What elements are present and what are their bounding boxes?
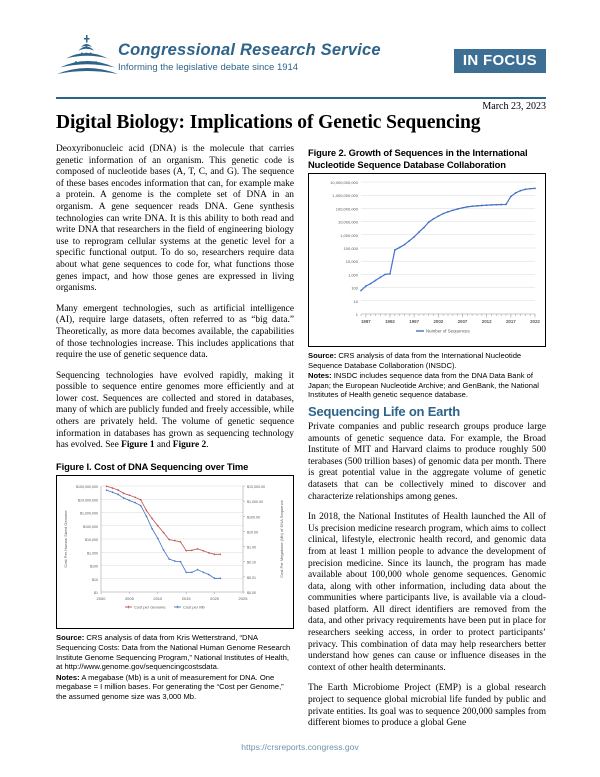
publication-date: March 23, 2023: [482, 101, 546, 112]
svg-text:Cost Per Human Sized Genome: Cost Per Human Sized Genome: [63, 510, 68, 568]
figure1-reference: Figure 1: [121, 440, 155, 451]
svg-text:2000: 2000: [96, 596, 106, 602]
svg-text:Cost per Genome: Cost per Genome: [134, 604, 166, 610]
svg-text:$10.00: $10.00: [247, 530, 258, 535]
svg-text:1,000,000: 1,000,000: [340, 232, 358, 238]
svg-text:$0.01: $0.01: [247, 576, 256, 581]
svg-text:$100,000,000: $100,000,000: [76, 485, 98, 490]
paragraph-intro: Deoxyribonucleic acid (DNA) is the molecule that carries genetic information of an organism. This genetic code is composed of nucleotide bases (A, T, C, and G). The sequence of these bases encodes information that can, for example make a protein. A genome is the complete set of DNA in an organism. A gene sequencer reads DNA. Gene synthesis technologies can write DNA. It is this ability to both read and write DNA that researchers in the field of engineering biology use to reprogram cellular systems at the genetic level for a specific functional output. To do so, researchers require data about what gene sequences to code for, what functions those genes impact, and how those genes are expressed in living organisms.: [56, 144, 294, 294]
svg-text:2012: 2012: [481, 319, 492, 324]
figure2-title: Figure 2. Growth of Sequences in the International Nucleotide Sequence Database Collaboration: [308, 147, 528, 170]
figure2-notes: [308, 371, 546, 400]
figure2-notes-label: Notes:: [308, 371, 332, 381]
svg-text:10: 10: [353, 298, 358, 304]
figure1-chart: [56, 475, 294, 629]
svg-text:$1: $1: [94, 591, 98, 596]
svg-text:1987: 1987: [360, 319, 371, 324]
in-focus-badge: IN FOCUS: [454, 49, 546, 73]
svg-text:$1,000.00: $1,000.00: [247, 500, 263, 505]
svg-text:10,000: 10,000: [345, 259, 358, 265]
figure2-notes-block: [308, 351, 546, 400]
brand-block: [118, 41, 381, 73]
svg-text:2025: 2025: [238, 596, 248, 602]
footer-url: https://crsreports.congress.gov: [241, 742, 359, 752]
figure1-notes-text: A megabase (Mb) is a unit of measurement for DNA. One megabase = I million bases. For generating the “Cost per Genome,” the assumed genome size was 3,000 Mb.: [56, 672, 284, 701]
figure1-title: Figure I. Cost of DNA Sequencing over Time: [56, 460, 249, 472]
svg-text:2022: 2022: [530, 319, 540, 324]
figure1-notes: [56, 673, 294, 702]
header-divider: [56, 97, 546, 99]
svg-text:2020: 2020: [210, 596, 220, 602]
figure2-reference: Figure 2: [172, 440, 207, 451]
svg-text:10,000,000,000: 10,000,000,000: [330, 180, 358, 185]
paragraph-broad-institute: Private companies and public research groups produce large amounts of genetic sequence data. For example, the Broad Institute of MIT and Harvard claims to produce roughly 500 terabases (500 trillion bases) of genomic data per month. There is great potential value in the aggregate volume of genetic datasets that can be collectively mined to discover and characterize relationships among genes.: [308, 421, 546, 502]
paragraph-big-data: Many emergent technologies, such as artificial intelligence (AI), require large datasets, often referred to as “big data.” Theoretically, as more data becomes available, the capabilities of those technologies increase. This includes applications that require the use of genetic sequence data.: [56, 303, 294, 361]
document-header: [56, 34, 546, 94]
paragraph-text-a: Sequencing technologies have evolved rapidly, making it possible to sequence entire genomes more efficiently and at lower cost. Sequences are collected and stored in databases, many of which are publicly funded and freely accessible, while others are privately held. The volume of genetic sequence information in databases has grown as sequencing technology has evolved. See: [56, 370, 294, 451]
capitol-dome-icon: [56, 34, 118, 80]
svg-text:$0.10: $0.10: [247, 561, 256, 566]
paragraph-sequencing-evolution: [56, 371, 294, 452]
page-title: Digital Biology: Implications of Genetic Sequencing: [56, 112, 481, 133]
paragraph-all-of-us: In 2018, the National Institutes of Health launched the All of Us precision medicine research program, which aims to collect clinical, lifestyle, electronic health record, and genomic data from at least 1 million people to advance the development of precision medicine. Since its launch, the program has made available about 100,000 whole genome sequences. Genomic data, along with other information, including data about the communities where participants live, is available via a cloud-based platform. All direct identifiers are removed from the data, and other privacy requirements have been put in place for researchers seeking access, in order to protect participants’ privacy. This combination of data may help researchers better understand how genes can cause or influence diseases in the context of other health determinants.: [308, 512, 546, 673]
svg-text:1997: 1997: [409, 319, 420, 324]
figure2-source-text: CRS analysis of data from the International Nucleotide Sequence Database Collaboration (INSDC).: [308, 351, 522, 370]
svg-text:$1.00: $1.00: [247, 545, 256, 550]
left-column: [56, 144, 294, 703]
svg-text:$10,000.00: $10,000.00: [247, 485, 265, 490]
svg-text:$10,000,000: $10,000,000: [78, 498, 98, 503]
svg-text:2005: 2005: [124, 596, 134, 602]
svg-text:$1,000,000: $1,000,000: [80, 511, 98, 516]
svg-text:$0.00: $0.00: [247, 591, 256, 596]
svg-text:1: 1: [355, 312, 358, 317]
figure1-notes-block: [56, 633, 294, 701]
paragraph-text-end: .: [206, 440, 209, 451]
section-heading-sequencing-life: Sequencing Life on Earth: [308, 403, 460, 419]
svg-text:2015: 2015: [181, 596, 191, 602]
svg-text:1,000: 1,000: [347, 272, 358, 278]
svg-text:100,000: 100,000: [343, 246, 358, 251]
brand-tagline: Informing the legislative debate since 1914: [118, 62, 299, 73]
figure1-notes-label: Notes:: [56, 672, 80, 682]
svg-text:Number of Sequences: Number of Sequences: [426, 328, 470, 334]
paragraph-earth-microbiome: The Earth Microbiome Project (EMP) is a global research project to sequence global microbial life funded by public and private entities. Its goal was to sequence 200,000 samples from different biomes to produce a global Gene: [308, 683, 546, 729]
svg-text:$10: $10: [92, 578, 98, 583]
svg-text:100,000,000: 100,000,000: [335, 206, 358, 212]
figure1-source-text: CRS analysis of data from Kris Wetterstrand, “DNA Sequencing Costs: Data from the National Human Genome Research Institute Genome Sequencing Program,” National Institutes of Health, at http://www.genome.gov/sequencingcostsdata.: [56, 633, 291, 672]
brand-name: Congressional Research Service: [118, 41, 381, 59]
svg-text:$10,000: $10,000: [85, 538, 98, 543]
svg-text:2002: 2002: [433, 319, 444, 324]
figure1-source-label: Source:: [56, 633, 85, 643]
figure2-notes-text: INSDC includes sequence data from the DNA Data Bank of Japan; the European Nucleotide Archive; and GenBank, the National Institutes of Health genetic sequence database.: [308, 371, 539, 400]
svg-text:Cost per Mb: Cost per Mb: [183, 604, 205, 610]
svg-text:1992: 1992: [385, 319, 395, 324]
svg-text:Cost Per Megabase (Mb) of DNA: Cost Per Megabase (Mb) of DNA Sequence: [279, 500, 284, 579]
figure1-source: [56, 633, 294, 671]
paragraph-text-mid: and: [154, 440, 173, 451]
svg-text:1,000,000,000: 1,000,000,000: [332, 193, 358, 199]
svg-text:100: 100: [351, 285, 358, 291]
right-column: [308, 144, 546, 739]
svg-text:2017: 2017: [505, 319, 516, 324]
svg-text:$100.00: $100.00: [247, 515, 260, 520]
svg-text:$100: $100: [90, 564, 98, 569]
figure2-chart: [308, 173, 546, 347]
svg-text:$100,000: $100,000: [83, 525, 98, 530]
svg-text:10,000,000: 10,000,000: [337, 219, 358, 225]
figure2-source-label: Source:: [308, 351, 337, 360]
svg-text:$1,000: $1,000: [87, 551, 98, 556]
svg-text:2007: 2007: [457, 319, 468, 324]
svg-text:2010: 2010: [153, 596, 163, 602]
figure2-source: [308, 351, 546, 370]
